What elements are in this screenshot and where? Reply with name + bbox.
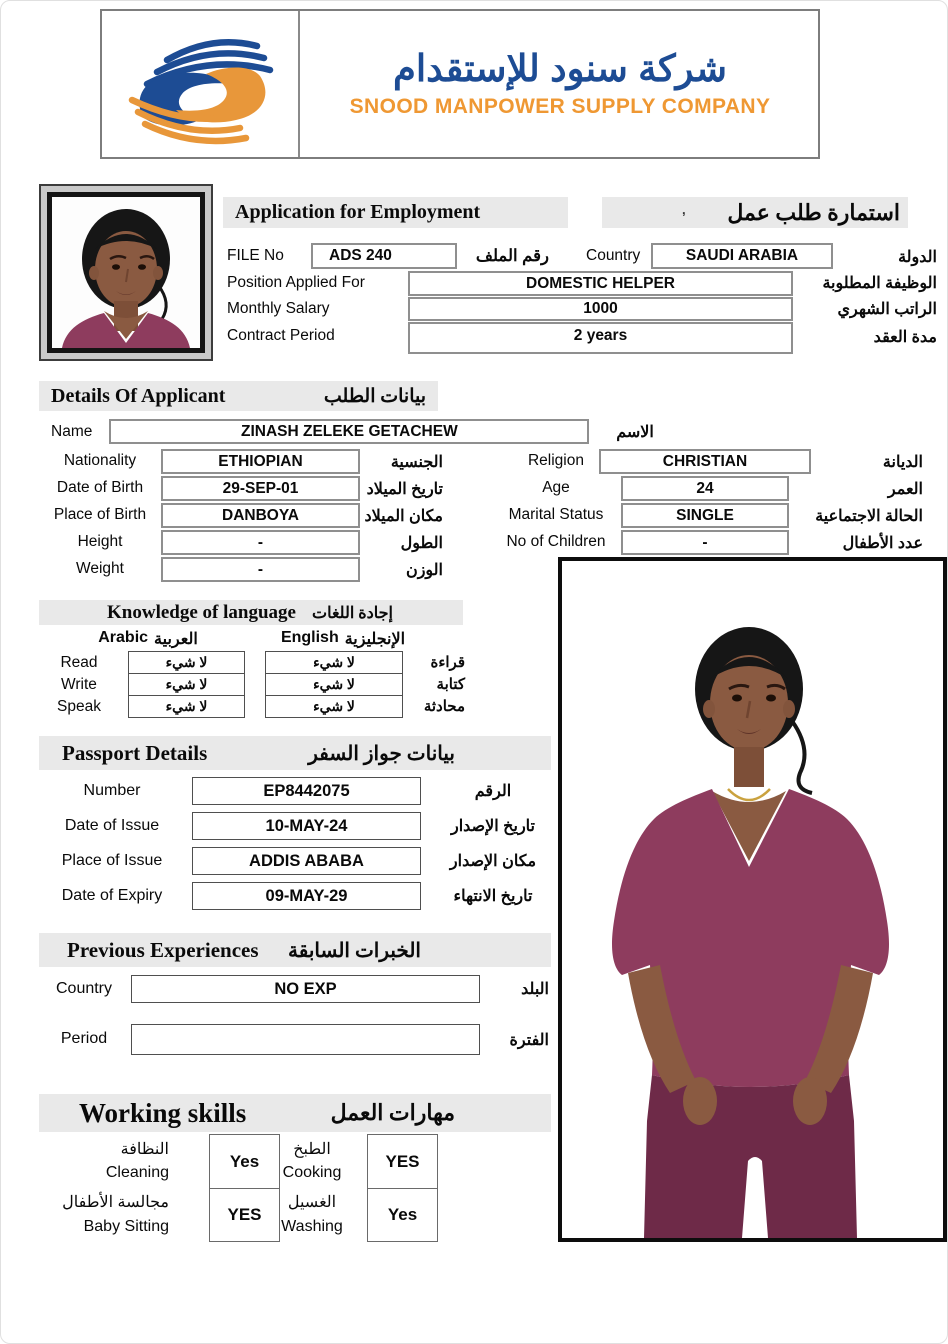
children-label-ar: عدد الأطفال [842, 535, 923, 552]
file-no-label: FILE No [227, 247, 284, 264]
passport-issue-date-label: Date of Issue [64, 817, 160, 834]
file-no-value-box: ADS 240 [311, 243, 457, 269]
cooking-label: Cooking [282, 1164, 342, 1181]
experience-period-value-box [131, 1024, 480, 1055]
contract-label-ar: مدة العقد [873, 329, 937, 346]
language-read-english-box: لا شيء [265, 651, 403, 674]
passport-title-ar: بيانات جواز السفر [308, 742, 455, 765]
passport-issue-date-label-ar: تاريخ الإصدار [450, 818, 535, 835]
height-value-box: - [161, 530, 360, 555]
nationality-label-ar: الجنسية [390, 454, 443, 471]
english-column-header-ar: الإنجليزية [344, 631, 406, 648]
experience-section-bar [39, 933, 551, 967]
country-label: Country [586, 247, 641, 264]
name-label-ar: الاسم [616, 424, 654, 441]
passport-expiry-date-label: Date of Expiry [61, 887, 163, 904]
experience-country-label-ar: البلد [521, 981, 549, 998]
contract-value-box: 2 years [408, 322, 793, 354]
experience-title-ar: الخبرات السابقة [287, 939, 421, 962]
company-name-english: SNOOD MANPOWER SUPPLY COMPANY [349, 94, 771, 118]
passport-section-bar [39, 736, 551, 770]
details-title-en: Details Of Applicant [51, 384, 226, 407]
dob-value-box: 29-SEP-01 [161, 476, 360, 501]
name-label: Name [51, 423, 93, 440]
pob-label-ar: مكان الميلاد [364, 508, 443, 525]
nationality-value-box: ETHIOPIAN [161, 449, 360, 474]
language-write-label-ar: كتابة [436, 676, 465, 693]
language-title-en: Knowledge of language [107, 601, 296, 623]
passport-number-label: Number [83, 782, 141, 799]
arabic-column-header-ar: العربية [154, 631, 198, 648]
language-speak-label-ar: محادثة [423, 698, 465, 715]
passport-issue-place-label-ar: مكان الإصدار [449, 853, 537, 870]
dob-label: Date of Birth [56, 479, 144, 496]
position-label: Position Applied For [227, 274, 365, 291]
contract-label: Contract Period [227, 327, 335, 344]
religion-label: Religion [527, 452, 584, 469]
form-title-ar: استمارة طلب عمل [727, 199, 900, 225]
language-read-label-ar: قراءة [430, 654, 465, 671]
cooking-label-ar: الطبخ [293, 1141, 331, 1158]
cleaning-label: Cleaning [105, 1164, 169, 1181]
cleaning-label-ar: النظافة [120, 1141, 169, 1158]
position-value-box: DOMESTIC HELPER [408, 271, 793, 296]
babysitting-label: Baby Sitting [83, 1218, 169, 1235]
age-value-box: 24 [621, 476, 789, 501]
name-value-box: ZINASH ZELEKE GETACHEW [109, 419, 589, 444]
arabic-column-header [89, 629, 207, 649]
language-read-label: Read [60, 654, 98, 671]
company-name-arabic: شركة سنود للإستقدام [392, 48, 728, 90]
salary-label: Monthly Salary [227, 300, 330, 317]
washing-label-ar: الغسيل [287, 1194, 337, 1211]
height-label: Height [77, 533, 123, 550]
passport-number-value-box: EP8442075 [192, 777, 421, 805]
form-title-bar-ar [602, 197, 908, 228]
age-label-ar: العمر [887, 481, 923, 498]
language-write-arabic-box: لا شيء [128, 673, 245, 696]
salary-value-box: 1000 [408, 297, 793, 321]
applicant-full-body-photo [558, 557, 947, 1242]
marital-status-value-box: SINGLE [621, 503, 789, 528]
language-speak-label: Speak [57, 698, 101, 715]
title-stray-mark: , [682, 202, 686, 217]
experience-country-label: Country [55, 980, 113, 997]
passport-number-label-ar: الرقم [474, 783, 512, 800]
passport-title-en: Passport Details [62, 740, 208, 765]
babysitting-label-ar: مجالسة الأطفال [62, 1194, 169, 1211]
weight-label-ar: الوزن [405, 562, 443, 579]
skills-section-bar [39, 1094, 551, 1132]
passport-expiry-date-label-ar: تاريخ الانتهاء [453, 888, 533, 905]
religion-value-box: CHRISTIAN [599, 449, 811, 474]
children-value-box: - [621, 530, 789, 555]
salary-label-ar: الراتب الشهري [837, 301, 937, 318]
passport-issue-date-value-box: 10-MAY-24 [192, 812, 421, 840]
marital-status-label-ar: الحالة الاجتماعية [815, 508, 923, 525]
language-write-label: Write [61, 676, 97, 693]
arabic-column-header-en: Arabic [98, 629, 149, 646]
company-logo-icon [112, 19, 290, 151]
height-label-ar: الطول [400, 535, 443, 552]
skills-title-en: Working skills [79, 1097, 247, 1128]
details-title-ar: بيانات الطلب [323, 385, 426, 407]
applicant-portrait-photo [39, 184, 213, 361]
nationality-label: Nationality [63, 452, 137, 469]
file-no-label-ar: رقم الملف [475, 247, 549, 265]
experience-country-value-box: NO EXP [131, 975, 480, 1003]
babysitting-value-box: YES [209, 1188, 280, 1242]
children-label: No of Children [506, 533, 606, 550]
dob-label-ar: تاريخ الميلاد [366, 481, 443, 498]
english-column-header-en: English [280, 629, 339, 646]
weight-label: Weight [76, 560, 124, 577]
language-speak-english-box: لا شيء [265, 695, 403, 718]
language-write-english-box: لا شيء [265, 673, 403, 696]
religion-label-ar: الديانة [882, 454, 923, 471]
experience-period-label: Period [60, 1030, 108, 1047]
washing-label: Washing [281, 1218, 343, 1235]
position-label-ar: الوظيفة المطلوبة [822, 275, 937, 292]
language-section-bar [39, 600, 463, 625]
age-label: Age [542, 479, 570, 496]
details-section-bar [39, 381, 438, 411]
pob-label: Place of Birth [53, 506, 147, 523]
weight-value-box: - [161, 557, 360, 582]
country-value-box: SAUDI ARABIA [651, 243, 833, 269]
company-header [100, 9, 820, 159]
pob-value-box: DANBOYA [161, 503, 360, 528]
english-column-header [277, 629, 409, 649]
marital-status-label: Marital Status [508, 506, 604, 523]
form-title-en: Application for Employment [235, 201, 481, 223]
cooking-value-box: YES [367, 1134, 438, 1189]
experience-period-label-ar: الفترة [509, 1032, 549, 1049]
passport-issue-place-label: Place of Issue [61, 852, 163, 869]
form-title-bar-en [223, 197, 568, 228]
skills-title-ar: مهارات العمل [330, 1100, 455, 1125]
language-title-ar: إجادة اللغات [312, 604, 393, 622]
passport-issue-place-value-box: ADDIS ABABA [192, 847, 421, 875]
language-read-arabic-box: لا شيء [128, 651, 245, 674]
experience-title-en: Previous Experiences [67, 937, 259, 962]
country-label-ar: الدولة [898, 249, 937, 266]
cleaning-value-box: Yes [209, 1134, 280, 1189]
passport-expiry-date-value-box: 09-MAY-29 [192, 882, 421, 910]
washing-value-box: Yes [367, 1188, 438, 1242]
language-speak-arabic-box: لا شيء [128, 695, 245, 718]
